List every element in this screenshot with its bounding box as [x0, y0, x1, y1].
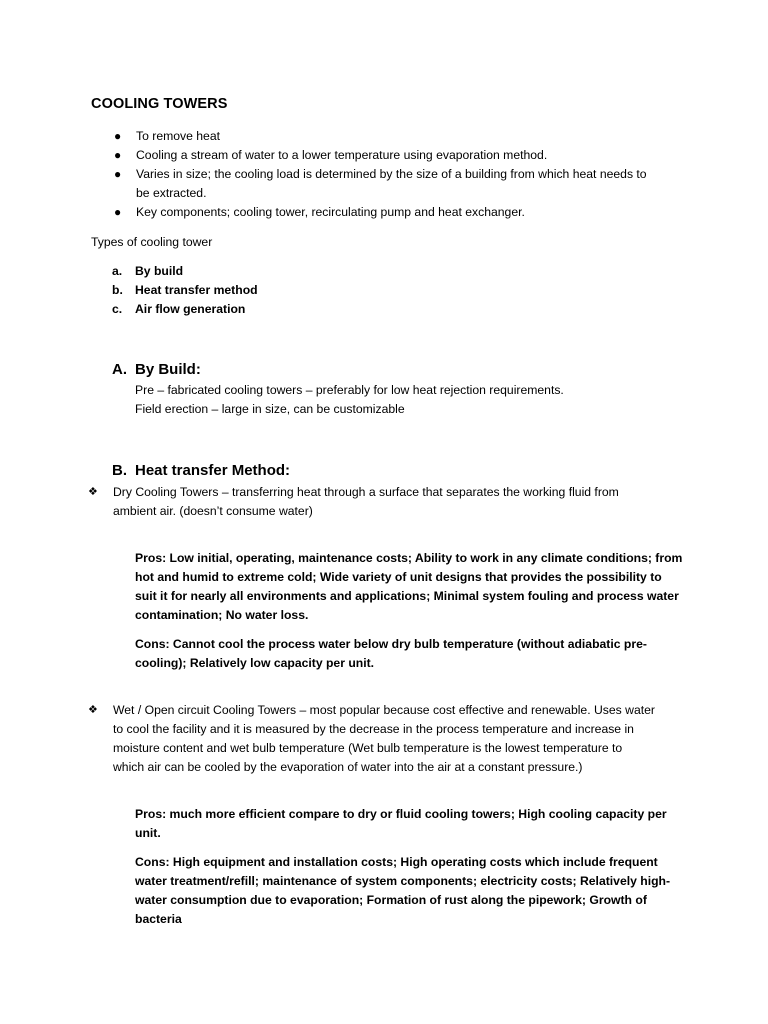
wet-cons-line: Cons: High equipment and installation costs; High operating costs which include frequent: [135, 855, 658, 869]
list-text: Heat transfer method: [135, 283, 258, 297]
list-marker: b.: [112, 283, 123, 297]
bullet-text: Key components; cooling tower, recirculating pump and heat exchanger.: [136, 205, 525, 219]
section-heading-text: By Build:: [135, 361, 201, 378]
bullet-icon: ●: [114, 129, 122, 143]
page-title: COOLING TOWERS: [91, 96, 228, 112]
wet-pros-line: Pros: much more efficient compare to dry or fluid cooling towers; High cooling capacity per: [135, 807, 667, 821]
dry-towers-line: Dry Cooling Towers – transferring heat through a surface that separates the working fluid from: [113, 485, 619, 499]
section-a-line: Field erection – large in size, can be customizable: [135, 402, 405, 416]
wet-cons-line: bacteria: [135, 912, 182, 926]
wet-towers-line: Wet / Open circuit Cooling Towers – most popular because cost effective and renewable. Uses water: [113, 703, 655, 717]
wet-towers-line: moisture content and wet bulb temperature (Wet bulb temperature is the lowest temperature to: [113, 741, 623, 755]
section-a-line: Pre – fabricated cooling towers – preferably for low heat rejection requirements.: [135, 383, 564, 397]
wet-cons-line: water treatment/refill; maintenance of system components; electricity costs; Relatively high-: [135, 874, 671, 888]
wet-cons-line: water consumption due to evaporation; Formation of rust along the pipework; Growth of: [135, 893, 647, 907]
dry-pros-line: Pros: Low initial, operating, maintenance costs; Ability to work in any climate conditions; from: [135, 551, 683, 565]
list-marker: c.: [112, 302, 123, 316]
dry-cons-line: cooling); Relatively low capacity per unit.: [135, 656, 375, 670]
list-text: Air flow generation: [135, 302, 246, 316]
wet-towers-line: which air can be cooled by the evaporation of water into the air at a constant pressure.): [113, 760, 583, 774]
bullet-icon: ●: [114, 148, 122, 162]
types-intro: Types of cooling tower: [91, 235, 213, 249]
dry-towers-line: ambient air. (doesn’t consume water): [113, 504, 313, 518]
diamond-bullet-icon: ❖: [88, 704, 98, 716]
bullet-text: Cooling a stream of water to a lower temperature using evaporation method.: [136, 148, 548, 162]
list-text: By build: [135, 264, 184, 278]
bullet-text: Varies in size; the cooling load is determined by the size of a building from which heat needs to: [136, 167, 647, 181]
section-heading-text: Heat transfer Method:: [135, 462, 291, 479]
wet-towers-line: to cool the facility and it is measured by the decrease in the process temperature and increase in: [113, 722, 634, 736]
bullet-text-continued: be extracted.: [136, 186, 207, 200]
section-marker: A.: [112, 361, 127, 378]
dry-cons-line: Cons: Cannot cool the process water below dry bulb temperature (without adiabatic pre-: [135, 637, 647, 651]
bullet-icon: ●: [114, 205, 122, 219]
section-marker: B.: [112, 462, 127, 479]
bullet-icon: ●: [114, 167, 122, 181]
list-marker: a.: [112, 264, 123, 278]
wet-pros-line: unit.: [135, 826, 161, 840]
dry-pros-line: suit it for nearly all environments and applications; Minimal system fouling and process water: [135, 589, 679, 603]
bullet-text: To remove heat: [136, 129, 221, 143]
dry-pros-line: contamination; No water loss.: [135, 608, 309, 622]
dry-pros-line: hot and humid to extreme cold; Wide variety of unit designs that provides the possibility to: [135, 570, 662, 584]
diamond-bullet-icon: ❖: [88, 486, 98, 498]
